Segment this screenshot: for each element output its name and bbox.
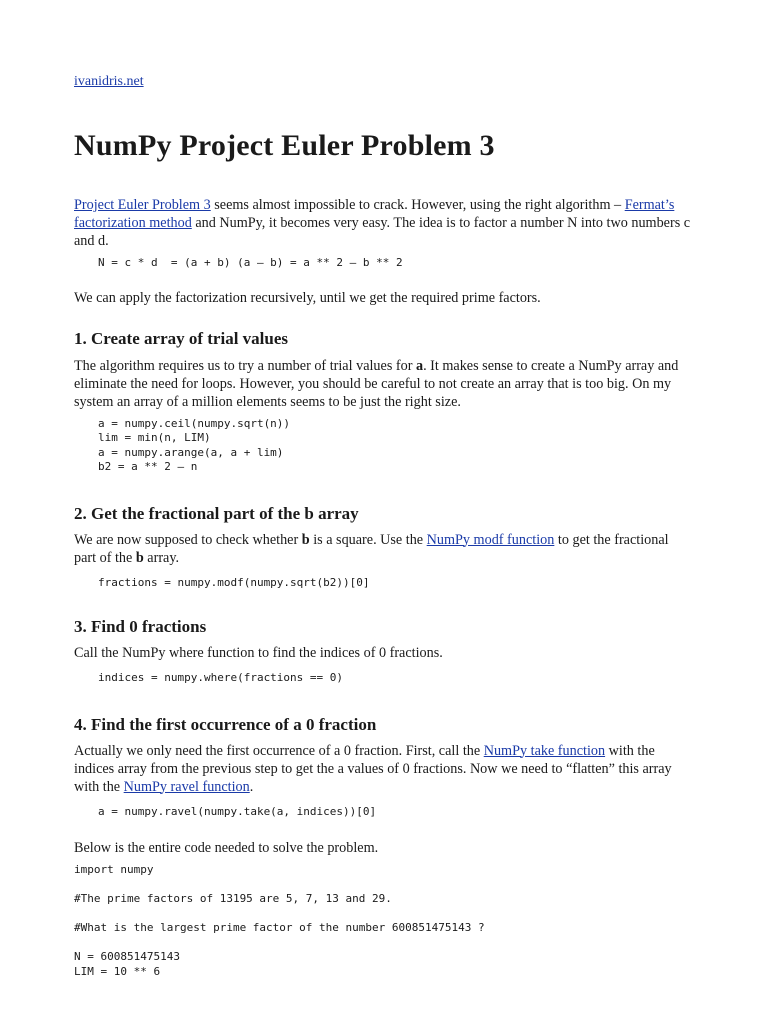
fermat-factorization-link[interactable]: Fermat’s factorization method [74, 197, 675, 231]
section-2-bold-2: b [135, 549, 144, 566]
intro-paragraph [74, 196, 694, 250]
section-4-text-1: Actually we only need the first occurrence of a 0 fraction. First, call the [74, 742, 484, 759]
section-2-text-3: to get the fractional part of the [74, 531, 669, 566]
section-3-paragraph: Call the NumPy where function to find the indices of 0 fractions. [74, 645, 443, 661]
section-2-text-2: is a square. Use the [309, 531, 427, 548]
formula-code: N = c * d = (a + b) (a – b) = a ** 2 – b ** 2 [98, 256, 403, 269]
section-4-text-3: . [249, 778, 254, 795]
section-1-code: a = numpy.ceil(numpy.sqrt(n)) lim = min(n, LIM) a = numpy.arange(a, a + lim) b2 = a ** 2 – n [98, 416, 291, 473]
article [74, 72, 694, 979]
site-link[interactable]: ivanidris.net [74, 74, 144, 89]
full-code-block [74, 863, 694, 979]
numpy-take-link[interactable]: NumPy take function [483, 742, 606, 759]
section-2-paragraph [74, 531, 694, 567]
section-1-heading: 1. Create array of trial values [74, 328, 289, 348]
section-4-paragraph [74, 742, 694, 796]
section-1-text-1: The algorithm requires us to try a number of trial values for [74, 357, 416, 374]
section-4-heading: 4. Find the first occurrence of a 0 fraction [74, 714, 377, 734]
section-2-bold-1: b [301, 531, 310, 548]
intro-text-2: and NumPy, it becomes very easy. The idea is to factor a number N into two numbers c and d. [74, 215, 691, 249]
section-1-text-2: . It makes sense to create a NumPy array and eliminate the need for loops. However, you should be careful to not create an array that is too big. On my system an array of a million elements seems to be just the right size. [74, 357, 679, 410]
intro-text-1: seems almost impossible to crack. However, using the right algorithm – [210, 197, 625, 213]
section-4-text-2: with the indices array from the previous step to get the a values of 0 fractions. Now we need to “flatten” this array with the [74, 742, 672, 795]
full-code-line-2: #The prime factors of 13195 are 5, 7, 13 and 29. [74, 892, 392, 905]
section-3-code: indices = numpy.where(fractions == 0) [98, 671, 344, 684]
section-2-heading: 2. Get the fractional part of the b array [74, 503, 359, 523]
numpy-modf-link[interactable]: NumPy modf function [426, 531, 555, 548]
full-code-line-4: N = 600851475143 [74, 950, 180, 963]
full-code-line-1: import numpy [74, 863, 154, 876]
section-1-paragraph [74, 357, 694, 411]
section-4-code: a = numpy.ravel(numpy.take(a, indices))[0] [98, 804, 377, 818]
page-title: NumPy Project Euler Problem 3 [74, 129, 495, 162]
section-2-code: fractions = numpy.modf(numpy.sqrt(b2))[0] [98, 575, 370, 589]
full-code-line-3: #What is the largest prime factor of the number 600851475143 ? [74, 921, 485, 934]
project-euler-link[interactable]: Project Euler Problem 3 [74, 197, 211, 213]
section-2-text-1: We are now supposed to check whether [74, 531, 302, 548]
numpy-ravel-link[interactable]: NumPy ravel function [123, 778, 250, 795]
apply-paragraph: We can apply the factorization recursively, until we get the required prime factors. [74, 289, 541, 306]
section-1-bold: a [415, 357, 424, 374]
section-3-heading: 3. Find 0 fractions [74, 617, 207, 636]
section-2-text-4: array. [143, 549, 180, 566]
full-code-line-5: LIM = 10 ** 6 [74, 964, 161, 978]
full-code-intro: Below is the entire code needed to solve the problem. [74, 840, 379, 856]
